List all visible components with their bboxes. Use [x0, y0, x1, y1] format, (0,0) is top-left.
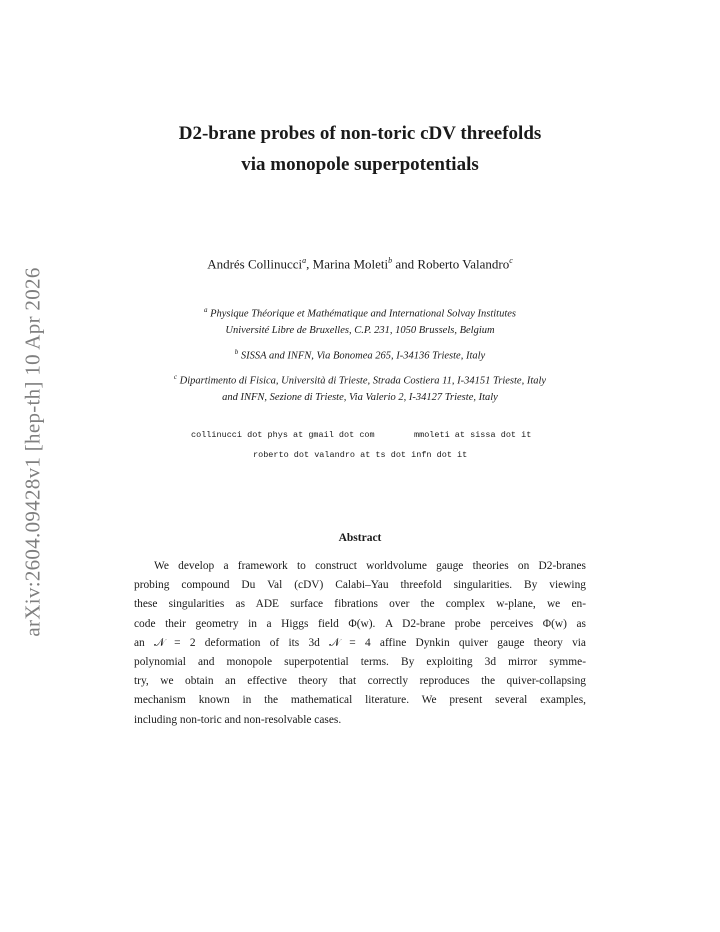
affiliation-mark: a: [302, 256, 307, 265]
email-collinucci: collinucci dot phys at gmail dot com: [191, 430, 375, 440]
abstract-body: [134, 557, 586, 730]
abstract-line: an 𝒩 = 2 deformation of its 3d 𝒩 = 4 affine Dynkin quiver gauge theory via: [134, 636, 586, 649]
affiliation-text: Dipartimento di Fisica, Università di Trieste, Strada Costiera 11, I-34151 Trieste, Italy: [177, 375, 547, 387]
author-list: [0, 256, 720, 272]
affiliation-mark: c: [509, 256, 513, 265]
affiliation-text: SISSA and INFN, Via Bonomea 265, I-34136 Trieste, Italy: [238, 350, 486, 362]
title-line-2: via monopole superpotentials: [241, 154, 479, 175]
abstract-line: probing compound Du Val (cDV) Calabi–Yau threefold singularities. By viewing: [134, 579, 586, 592]
affiliation-mark: a: [203, 306, 208, 314]
abstract-line: these singularities as ADE surface fibrations over the complex w-plane, we en-: [134, 598, 586, 611]
abstract-line: We develop a framework to construct worldvolume gauge theories on D2-branes: [154, 560, 586, 572]
abstract-line: code their geometry in a Higgs field Φ(w). A D2-brane probe perceives Φ(w) as: [134, 617, 586, 630]
arxiv-identifier-stamp: arXiv:2604.09428v1 [hep-th] 10 Apr 2026: [20, 267, 45, 637]
affiliation-mark: b: [234, 348, 239, 356]
email-valandro: roberto dot valandro at ts dot infn dot it: [253, 450, 468, 460]
author-name: Andrés Collinucci: [207, 256, 303, 272]
affiliation-c: [0, 369, 720, 406]
email-moleti: mmoleti at sissa dot it: [414, 430, 532, 440]
affiliation-mark: c: [173, 373, 178, 381]
abstract-line: mechanism known in the mathematical literature. We present several examples,: [134, 694, 586, 707]
affiliation-text: Physique Théorique et Mathématique and International Solvay Institutes: [207, 308, 517, 320]
author-name: , Marina Moleti: [306, 256, 389, 272]
abstract-line: polynomial and monopole superpotential terms. By exploiting 3d mirror symme-: [134, 656, 586, 669]
affiliation-b: [0, 344, 720, 365]
affiliation-mark: b: [388, 256, 393, 265]
author-name: and Roberto Valandro: [392, 256, 510, 272]
abstract-heading: Abstract: [338, 532, 382, 544]
abstract-line: try, we obtain an effective theory that correctly reproduces the quiver-collapsing: [134, 675, 586, 688]
affiliation-a: [0, 302, 720, 339]
affiliation-text: and INFN, Sezione di Trieste, Via Valerio 2, I-34127 Trieste, Italy: [222, 391, 498, 403]
abstract-line: including non-toric and non-resolvable cases.: [134, 713, 342, 726]
title-line-1: D2-brane probes of non-toric cDV threefolds: [178, 123, 542, 144]
affiliation-text: Université Libre de Bruxelles, C.P. 231, 1050 Brussels, Belgium: [225, 324, 495, 336]
paper-title: [0, 118, 720, 180]
